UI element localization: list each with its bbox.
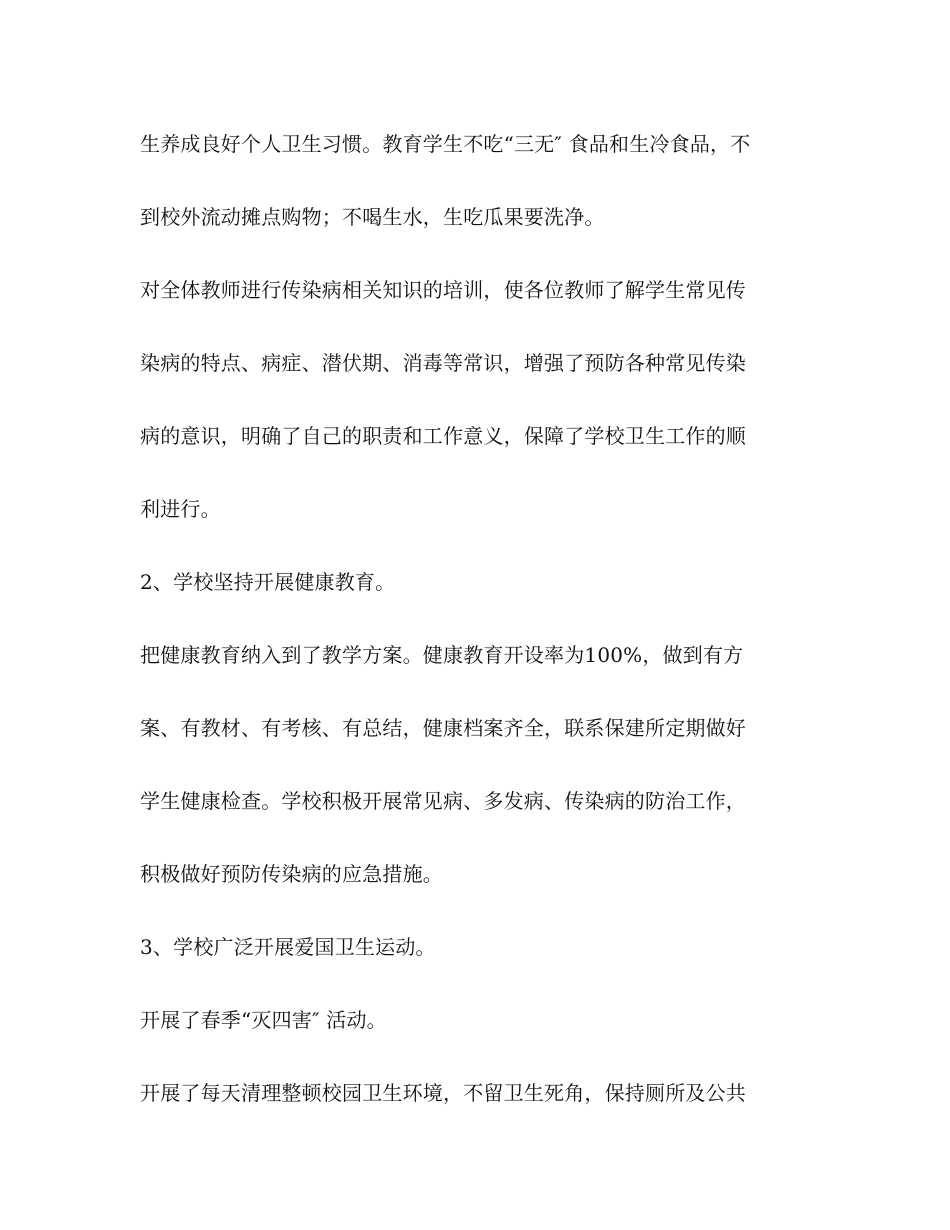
text-line: 病的意识，明确了自己的职责和工作意义，保障了学校卫生工作的顺: [140, 424, 746, 448]
text-line: 染病的特点、病症、潜伏期、消毒等常识，增强了预防各种常见传染: [140, 351, 746, 375]
section-heading: 3、学校广泛开展爱国卫生运动。: [140, 935, 436, 959]
text-line: 积极做好预防传染病的应急措施。: [140, 862, 443, 886]
section-heading: 2、学校坚持开展健康教育。: [140, 570, 396, 594]
text-line: 学生健康检查。学校积极开展常见病、多发病、传染病的防治工作，: [140, 789, 746, 813]
text-line: 利进行。: [140, 497, 221, 521]
text-line: 生养成良好个人卫生习惯。教育学生不吃“三无″ 食品和生冷食品，不: [140, 132, 751, 156]
text-line: 对全体教师进行传染病相关知识的培训，使各位教师了解学生常见传: [140, 278, 746, 302]
text-line: 到校外流动摊点购物；不喝生水，生吃瓜果要洗净。: [140, 205, 605, 229]
text-line: 开展了每天清理整顿校园卫生环境，不留卫生死角，保持厕所及公共: [140, 1081, 746, 1105]
text-line: 案、有教材、有考核、有总结，健康档案齐全，联系保建所定期做好: [140, 716, 746, 740]
text-line: 开展了春季“灭四害″ 活动。: [140, 1008, 387, 1032]
text-line: 把健康教育纳入到了教学方案。健康教育开设率为100%，做到有方: [140, 643, 744, 667]
